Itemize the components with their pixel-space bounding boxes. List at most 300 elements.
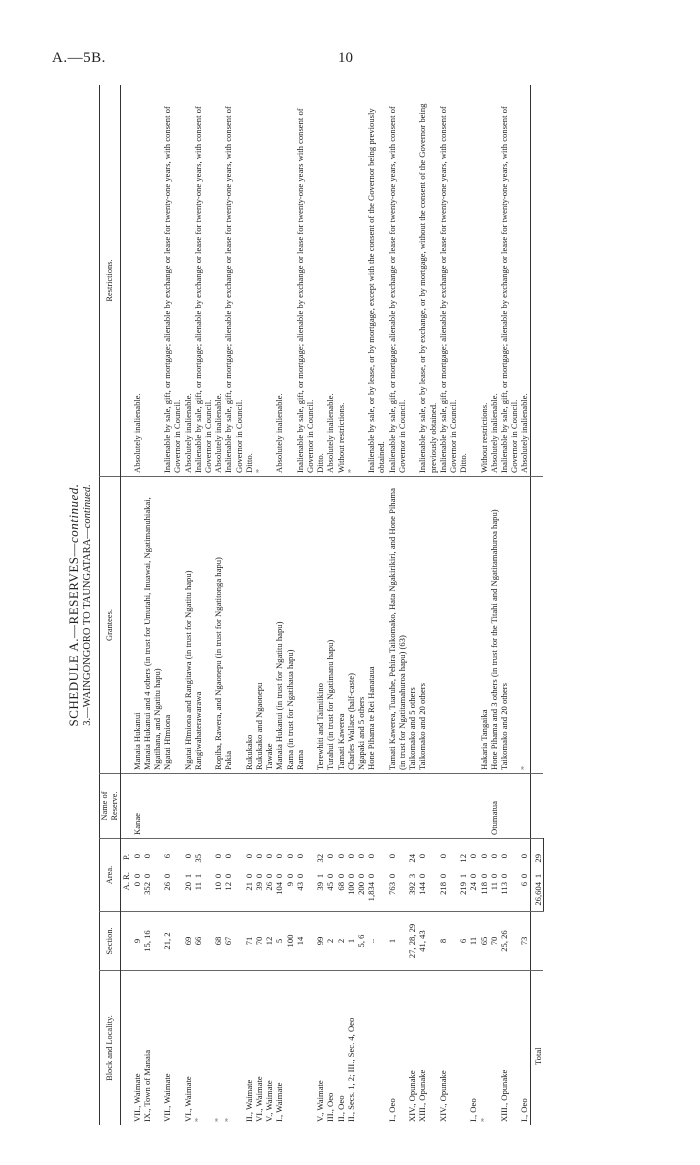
cell-reserve-name xyxy=(336,774,346,839)
table-row xyxy=(193,85,213,1125)
cell-section: 73 xyxy=(519,912,530,971)
total-label xyxy=(530,971,543,1126)
cell-section: 12 xyxy=(264,912,274,971)
cell-reserve-name xyxy=(285,774,295,839)
area-acres: 26 xyxy=(264,882,275,891)
area-perches: 0 xyxy=(243,854,254,859)
cell-section: 1 xyxy=(346,912,356,971)
cell-section: 6 xyxy=(458,912,468,971)
cell-grantees: Rukukako xyxy=(244,477,254,774)
table-row xyxy=(162,85,182,1125)
table-row xyxy=(285,85,295,1125)
col-reserve-name: Name of Reserve. xyxy=(100,774,121,839)
cell-grantees: Tamati Kawerea, Tuaruhe, Pehira Taikomako, Hata Ngakirikiri, and Hone Pihama (in trust for Ngatitamahuroa hapu) (63) xyxy=(387,477,407,774)
area-perches: 24 xyxy=(407,854,418,863)
cell-reserve-name xyxy=(438,774,458,839)
cell-area xyxy=(254,839,264,912)
cell-grantees: Manaia Hukanui xyxy=(132,477,142,774)
cell-reserve-name xyxy=(264,774,274,839)
cell-grantees: Hone Pihama te Rei Hanataua xyxy=(366,477,386,774)
cell-area xyxy=(274,839,284,912)
cell-section: 68 xyxy=(213,912,223,971)
area-roods: 0 xyxy=(162,873,173,879)
area-units-row xyxy=(121,85,132,1125)
cell-area xyxy=(213,839,223,912)
table-row xyxy=(254,85,264,1125)
cell-block: ” xyxy=(213,971,223,1126)
cell-section: 99 xyxy=(315,912,325,971)
cell-grantees: Manaia Hukanui (in trust for Ngatitu hapu) xyxy=(274,477,284,774)
cell-block: ” xyxy=(223,971,243,1126)
table-row xyxy=(407,85,417,1125)
area-units xyxy=(121,839,132,912)
area-roods: 0 xyxy=(345,873,356,879)
cell-block: VI., Waimate xyxy=(183,971,193,1126)
table-row xyxy=(142,85,162,1125)
cell-restrictions xyxy=(468,85,478,477)
cell-grantees: Pakia xyxy=(223,477,243,774)
cell-restrictions: ” xyxy=(254,469,265,473)
cell-reserve-name xyxy=(213,774,223,839)
cell-reserve-name xyxy=(295,774,315,839)
area-roods: 0 xyxy=(335,873,346,879)
area-roods: 1 xyxy=(192,873,203,879)
cell-reserve-name xyxy=(274,774,284,839)
cell-restrictions: Absolutely inalienable. xyxy=(213,393,224,473)
cell-block: VI., Waimate xyxy=(254,971,264,1126)
cell-block xyxy=(285,971,295,1126)
cell-section: 65 xyxy=(479,912,489,971)
area-roods: 0 xyxy=(519,873,530,879)
area-acres: 118 xyxy=(478,882,489,895)
cell-restrictions: Absolutely inalienable. xyxy=(519,393,530,473)
area-acres: 20 xyxy=(182,882,193,891)
cell-reserve-name xyxy=(315,774,325,839)
table-row xyxy=(438,85,458,1125)
cell-area xyxy=(387,839,407,912)
unit-acres: A. xyxy=(121,882,132,891)
cell-grantees: Hakaria Tangaika xyxy=(479,477,489,774)
cell-grantees: Taikomako and 5 others xyxy=(407,477,417,774)
cell-area xyxy=(458,839,468,912)
area-perches: 0 xyxy=(437,854,448,859)
cell-grantees xyxy=(458,477,468,774)
cell-reserve-name xyxy=(479,774,489,839)
cell-restrictions: Inalienable by sale, gift, or mortgage; alienable by exchange or lease for twenty-one years, with consent of Governor in Council. xyxy=(386,106,407,473)
area-roods: 0 xyxy=(141,873,152,879)
cell-area xyxy=(336,839,346,912)
area-perches: 0 xyxy=(366,854,377,859)
table-row xyxy=(325,85,335,1125)
cell-area xyxy=(468,839,478,912)
cell-section: 21, 2 xyxy=(162,912,182,971)
area-roods: 0 xyxy=(274,873,285,879)
cell-section: 71 xyxy=(244,912,254,971)
cell-block: I., Oeo xyxy=(387,971,407,1126)
area-acres: 45 xyxy=(325,882,336,891)
area-roods: 0 xyxy=(366,873,377,879)
area-perches: 0 xyxy=(345,854,356,859)
area-perches: 0 xyxy=(182,854,193,859)
col-block: Block and Locality. xyxy=(100,971,121,1126)
cell-section: 1 xyxy=(387,912,407,971)
table-row xyxy=(132,85,142,1125)
cell-grantees: Charles Wallace (half-caste) xyxy=(346,477,356,774)
table-row xyxy=(479,85,489,1125)
area-perches: 35 xyxy=(192,854,203,863)
cell-reserve-name xyxy=(254,774,264,839)
cell-grantees: Ngatai Hīmiona and Rangitawa (in trust for Ngatitu hapu) xyxy=(183,477,193,774)
section-title xyxy=(82,85,93,1125)
area-perches: 0 xyxy=(488,854,499,859)
cell-area xyxy=(264,839,274,912)
total-perches: 29 xyxy=(532,854,543,863)
area-acres: 144 xyxy=(417,882,428,895)
table-row xyxy=(223,85,243,1125)
section-title-cont: continued. xyxy=(82,484,93,529)
area-roods: 0 xyxy=(131,873,142,879)
reserves-table xyxy=(99,85,544,1125)
cell-block: XIII., Opunake xyxy=(499,971,519,1126)
cell-restrictions: Inalienable by sale, gift, or mortgage; alienable by exchange or lease for twenty-one years, with consent of Governor in Council. xyxy=(162,106,183,473)
col-restrictions: Restrictions. xyxy=(100,85,121,477)
area-perches: 0 xyxy=(356,854,367,859)
cell-grantees: Manaia Hukanui and 4 others (in trust for Umutahi, Inuawai, Ngatimanuhiakai, Ngatihana, and Ngatitu hapu) xyxy=(142,477,162,774)
unit-perches: P. xyxy=(121,854,132,860)
area-perches: 0 xyxy=(468,854,479,859)
cell-area xyxy=(285,839,295,912)
cell-grantees xyxy=(468,477,478,774)
area-perches: 0 xyxy=(274,854,285,859)
area-acres: 763 xyxy=(386,882,397,895)
cell-reserve-name xyxy=(183,774,193,839)
cell-reserve-name: Kanae xyxy=(132,774,142,839)
cell-section: 2 xyxy=(325,912,335,971)
cell-block: VII., Waimate xyxy=(162,971,182,1126)
page-number: 10 xyxy=(338,50,353,66)
cell-grantees: Turahui (in trust for Ngatimanu hapu) xyxy=(325,477,335,774)
table-row xyxy=(519,85,530,1125)
cell-block: I., Waimate xyxy=(274,971,284,1126)
area-roods: 0 xyxy=(356,873,367,879)
cell-reserve-name xyxy=(407,774,417,839)
area-perches: 0 xyxy=(141,854,152,859)
schedule-title-cont: continued. xyxy=(66,483,81,543)
cell-restrictions: Inalienable by sale, gift, or mortgage; alienable by exchange or lease for twenty-one years, with consent of Governor in Council. xyxy=(192,106,214,473)
cell-block xyxy=(356,971,366,1126)
cell-section: 66 xyxy=(193,912,213,971)
cell-block: V., Waimate xyxy=(315,971,325,1126)
area-acres: 11 xyxy=(192,882,203,891)
cell-block: I., Oeo xyxy=(468,971,478,1126)
schedule-title-main: SCHEDULE A.—RESERVES— xyxy=(66,543,81,727)
area-acres: 12 xyxy=(223,882,234,891)
cell-restrictions: ” xyxy=(345,469,356,473)
total-area xyxy=(530,839,543,912)
area-perches: 6 xyxy=(162,854,173,859)
table-row xyxy=(366,85,386,1125)
cell-area xyxy=(193,839,213,912)
table-row xyxy=(244,85,254,1125)
cell-block: I., Oeo xyxy=(519,971,530,1126)
cell-block: VII., Waimate xyxy=(132,971,142,1126)
area-roods: 0 xyxy=(264,873,275,879)
area-roods: 0 xyxy=(243,873,254,879)
table-row xyxy=(417,85,437,1125)
area-acres: 26 xyxy=(162,882,173,891)
area-acres: 6 xyxy=(519,882,530,887)
page-reference: A.—5B. xyxy=(52,50,106,66)
cell-grantees: Ngapaki and 5 others xyxy=(356,477,366,774)
cell-grantees xyxy=(438,477,458,774)
cell-area xyxy=(315,839,325,912)
cell-reserve-name: Otumatua xyxy=(489,774,499,839)
cell-area xyxy=(489,839,499,912)
table-row xyxy=(295,85,315,1125)
table-row xyxy=(315,85,325,1125)
cell-grantees: Ropiha, Rawera, and Ngaonepu (in trust for Ngatitonga hapu) xyxy=(213,477,223,774)
area-perches: 0 xyxy=(386,854,397,859)
area-roods: 0 xyxy=(294,873,305,879)
area-acres: 392 xyxy=(407,882,418,895)
table-row xyxy=(274,85,284,1125)
cell-section: 100 xyxy=(285,912,295,971)
area-acres: 0 xyxy=(131,882,142,887)
cell-block: II., Waimate xyxy=(244,971,254,1126)
cell-reserve-name xyxy=(223,774,243,839)
table-row xyxy=(387,85,407,1125)
cell-reserve-name xyxy=(458,774,468,839)
area-roods: 0 xyxy=(468,873,479,879)
table-row xyxy=(499,85,519,1125)
cell-area xyxy=(244,839,254,912)
cell-restrictions: Absolutely inalienable. xyxy=(488,393,499,473)
cell-grantees: Tawake xyxy=(264,477,274,774)
cell-area xyxy=(142,839,162,912)
cell-reserve-name xyxy=(244,774,254,839)
cell-restrictions: Ditto. xyxy=(243,453,254,473)
area-perches: 0 xyxy=(223,854,234,859)
table-header-row xyxy=(100,85,121,1125)
area-roods: 0 xyxy=(254,873,265,879)
unit-roods: R. xyxy=(121,872,132,880)
rotated-schedule xyxy=(66,85,626,1125)
area-acres: 104 xyxy=(274,882,285,895)
cell-section: 70 xyxy=(489,912,499,971)
cell-area xyxy=(295,839,315,912)
cell-area xyxy=(325,839,335,912)
col-section: Section. xyxy=(100,912,121,971)
area-acres: 1,834 xyxy=(366,882,377,902)
table-row xyxy=(468,85,478,1125)
table-row xyxy=(489,85,499,1125)
area-roods: 0 xyxy=(488,873,499,879)
cell-grantees: ” xyxy=(519,477,530,774)
table-row xyxy=(356,85,366,1125)
cell-restrictions xyxy=(285,85,295,477)
area-acres: 219 xyxy=(458,882,469,895)
area-roods: 0 xyxy=(417,873,428,879)
cell-restrictions: Inalienable by sale, or by lease, or by mortgage, except with the consent of the Governor being previously obtained. xyxy=(366,108,387,473)
table-row xyxy=(183,85,193,1125)
cell-restrictions xyxy=(356,85,366,477)
cell-section: 5, 6 xyxy=(356,912,366,971)
cell-restrictions: Inalienable by sale, gift, or mortgage; alienable by exchange or lease for twenty-one years, with consent of Governor in Council. xyxy=(498,106,520,473)
table-body xyxy=(132,85,530,1125)
cell-grantees: Taikomako and 20 others xyxy=(417,477,437,774)
area-acres: 218 xyxy=(437,882,448,895)
total-row xyxy=(530,85,543,1125)
area-acres: 352 xyxy=(141,882,152,895)
cell-block: XIV., Opunake xyxy=(438,971,458,1126)
cell-block: IX., Town of Manaia xyxy=(142,971,162,1126)
col-grantees: Grantees. xyxy=(100,477,121,774)
cell-restrictions: Inalienable by sale, gift, or mortgage; alienable by exchange or lease for twenty-one years, with consent of Governor in Council. xyxy=(223,106,244,473)
cell-restrictions: Ditto. xyxy=(458,453,469,473)
cell-block: V., Waimate xyxy=(264,971,274,1126)
cell-area xyxy=(407,839,417,912)
cell-grantees: Rukukako and Ngaonepu xyxy=(254,477,264,774)
area-acres: 24 xyxy=(468,882,479,891)
cell-restrictions: Ditto. xyxy=(315,453,326,473)
cell-block: II., Secs. 1, 2; III., Sec. 4, Oeo xyxy=(346,971,356,1126)
area-roods: 0 xyxy=(386,873,397,879)
area-perches: 0 xyxy=(294,854,305,859)
area-acres: 9 xyxy=(284,882,295,887)
area-perches: 32 xyxy=(315,854,326,863)
area-roods: 0 xyxy=(284,873,295,879)
cell-section: 9 xyxy=(132,912,142,971)
area-roods: 0 xyxy=(213,873,224,879)
cell-grantees: Rangiwahaterawarawa xyxy=(193,477,213,774)
table-row xyxy=(213,85,223,1125)
area-acres: 200 xyxy=(356,882,367,895)
area-acres: 43 xyxy=(294,882,305,891)
cell-area xyxy=(183,839,193,912)
cell-section: 67 xyxy=(223,912,243,971)
cell-section: 27, 28, 29 xyxy=(407,912,417,971)
cell-reserve-name xyxy=(162,774,182,839)
cell-restrictions: Absolutely inalienable. xyxy=(274,393,285,473)
cell-grantees: Ngatai Hīmiona xyxy=(162,477,182,774)
cell-block xyxy=(489,971,499,1126)
total-roods: 1 xyxy=(532,873,543,879)
area-roods: 0 xyxy=(478,873,489,879)
cell-area xyxy=(346,839,356,912)
cell-area xyxy=(479,839,489,912)
cell-section: 11 xyxy=(468,912,478,971)
col-area: Area. xyxy=(100,839,121,912)
cell-section: .. xyxy=(366,912,386,971)
cell-block xyxy=(295,971,315,1126)
area-perches: 0 xyxy=(254,854,265,859)
area-acres: 10 xyxy=(213,882,224,891)
cell-restrictions: Absolutely inalienable. xyxy=(182,393,193,473)
cell-restrictions: Inalienable by sale, or by lease, or by exchange, or by mortgage, without the consent of the Governor being previously obtained. xyxy=(417,103,438,473)
area-roods: 3 xyxy=(407,873,418,879)
cell-reserve-name xyxy=(325,774,335,839)
cell-section: 14 xyxy=(295,912,315,971)
area-roods: 1 xyxy=(315,873,326,879)
cell-area xyxy=(417,839,437,912)
cell-reserve-name xyxy=(366,774,386,839)
total-acres: 26,604 xyxy=(532,882,543,906)
cell-restrictions: Absolutely inalienable. xyxy=(325,393,336,473)
cell-block: ” xyxy=(193,971,213,1126)
area-roods: 1 xyxy=(458,873,469,879)
cell-restrictions xyxy=(142,85,162,477)
cell-block: XIII., Opunake xyxy=(417,971,437,1126)
cell-restrictions xyxy=(264,85,274,477)
total-label-text: Total xyxy=(532,1047,543,1065)
area-acres: 21 xyxy=(243,882,254,891)
area-roods: 0 xyxy=(437,873,448,879)
cell-grantees: Tamati Kawerea xyxy=(336,477,346,774)
area-acres: 39 xyxy=(254,882,265,891)
table-row xyxy=(336,85,346,1125)
table-row xyxy=(264,85,274,1125)
area-roods: 1 xyxy=(182,873,193,879)
area-perches: 0 xyxy=(131,854,142,859)
cell-grantees: Rama (in trust for Ngatihaua hapu) xyxy=(285,477,295,774)
area-acres: 113 xyxy=(498,882,509,895)
cell-reserve-name xyxy=(193,774,213,839)
cell-grantees: Terewhiti and Taimiikino xyxy=(315,477,325,774)
cell-area xyxy=(356,839,366,912)
cell-block: ” xyxy=(479,971,489,1126)
area-perches: 0 xyxy=(478,854,489,859)
area-acres: 11 xyxy=(488,882,499,891)
cell-reserve-name xyxy=(142,774,162,839)
area-perches: 0 xyxy=(498,854,509,859)
section-title-main: 3.—WAINGONGORO TO TAUNGATARA— xyxy=(82,528,93,726)
cell-section: 2 xyxy=(336,912,346,971)
cell-section: 15, 16 xyxy=(142,912,162,971)
area-perches: 12 xyxy=(458,854,469,863)
area-acres: 39 xyxy=(315,882,326,891)
cell-block: XIV., Opunake xyxy=(407,971,417,1126)
cell-restrictions: Without restrictions. xyxy=(335,402,346,473)
cell-area xyxy=(162,839,182,912)
cell-area xyxy=(499,839,519,912)
cell-section: 41, 43 xyxy=(417,912,437,971)
cell-reserve-name xyxy=(346,774,356,839)
cell-area xyxy=(438,839,458,912)
table-row xyxy=(346,85,356,1125)
area-roods: 0 xyxy=(498,873,509,879)
cell-block xyxy=(458,971,468,1126)
area-perches: 0 xyxy=(325,854,336,859)
table-row xyxy=(458,85,468,1125)
area-roods: 0 xyxy=(325,873,336,879)
cell-block xyxy=(366,971,386,1126)
area-acres: 68 xyxy=(335,882,346,891)
area-perches: 0 xyxy=(213,854,224,859)
area-perches: 0 xyxy=(335,854,346,859)
cell-section: 69 xyxy=(183,912,193,971)
cell-section: 25, 26 xyxy=(499,912,519,971)
cell-reserve-name xyxy=(499,774,519,839)
cell-reserve-name xyxy=(468,774,478,839)
cell-block: II., Oeo xyxy=(336,971,346,1126)
cell-area xyxy=(366,839,386,912)
cell-block: III., Oeo xyxy=(325,971,335,1126)
area-roods: 0 xyxy=(223,873,234,879)
cell-reserve-name xyxy=(519,774,530,839)
cell-restrictions: Inalienable by sale, gift, or mortgage; alienable by exchange or lease for twenty-one years, with consent of Governor in Council. xyxy=(437,106,458,473)
cell-section: 8 xyxy=(438,912,458,971)
area-perches: 0 xyxy=(284,854,295,859)
